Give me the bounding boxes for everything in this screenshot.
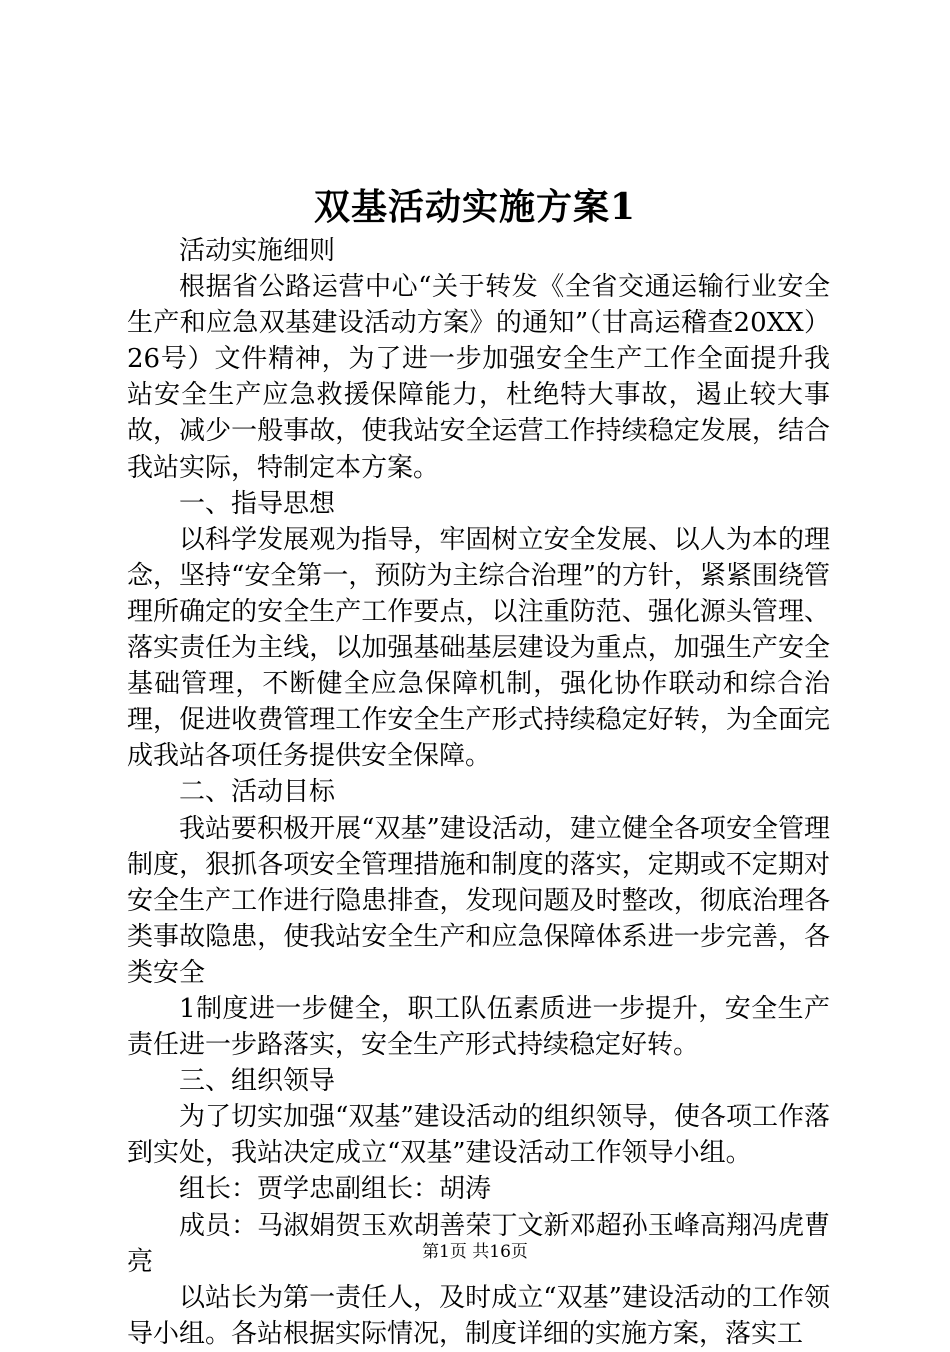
- page-footer: 第1页 共16页: [422, 1242, 528, 1262]
- paragraph: 活动实施细则: [179, 236, 336, 266]
- section-heading: 一、指导思想: [179, 488, 336, 519]
- paragraph: 以科学发展观为指导，牢固树立安全发展、以人为本的理念，坚持“安全第一，预防为主综合治理”的方针，紧紧围绕管理所确定的安全生产工作要点，以注重防范、强化源头管理、落实责任为主线，以加强基础基层建设为重点，加强生产安全基础管理，不断健全应急保障机制，强化协作联动和综合治理，促进收费管理工作安全生产形式持续稳定好转，为全面完成我站各项任务提供安全保障。: [127, 524, 830, 772]
- section-heading: 二、活动目标: [179, 777, 336, 808]
- paragraph: 成员：马淑娟贺玉欢胡善荣丁文新邓超孙玉峰高翔冯虎曹亮: [127, 1210, 830, 1277]
- paragraph: 根据省公路运营中心“关于转发《全省交通运输行业安全生产和应急双基建设活动方案》的通知”（甘高运稽查20XX）26号）文件精神，为了进一步加强安全生产工作全面提升我站安全生产应急救援保障能力，杜绝特大事故，遏止较大事故，减少一般事故，使我站安全运营工作持续稳定发展，结合我站实际，特制定本方案。: [127, 272, 830, 483]
- document-title: 双基活动实施方案1: [313, 186, 637, 228]
- paragraph: 以站长为第一责任人，及时成立“双基”建设活动的工作领导小组。各站根据实际情况，制度详细的实施方案，落实工: [127, 1282, 830, 1349]
- section-heading: 三、组织领导: [179, 1066, 336, 1097]
- paragraph: 为了切实加强“双基”建设活动的组织领导，使各项工作落到实处，我站决定成立“双基”建设活动工作领导小组。: [127, 1102, 830, 1169]
- paragraph: 1制度进一步健全，职工队伍素质进一步提升，安全生产责任进一步路落实，安全生产形式持续稳定好转。: [127, 993, 830, 1061]
- document-body: [127, 233, 830, 1352]
- paragraph: 组长：贾学忠副组长：胡涛: [179, 1174, 492, 1205]
- paragraph: 我站要积极开展“双基”建设活动，建立健全各项安全管理制度，狠抓各项安全管理措施和制度的落实，定期或不定期对安全生产工作进行隐患排查，发现问题及时整改，彻底治理各类事故隐患，使我站安全生产和应急保障体系进一步完善，各类安全: [127, 813, 830, 988]
